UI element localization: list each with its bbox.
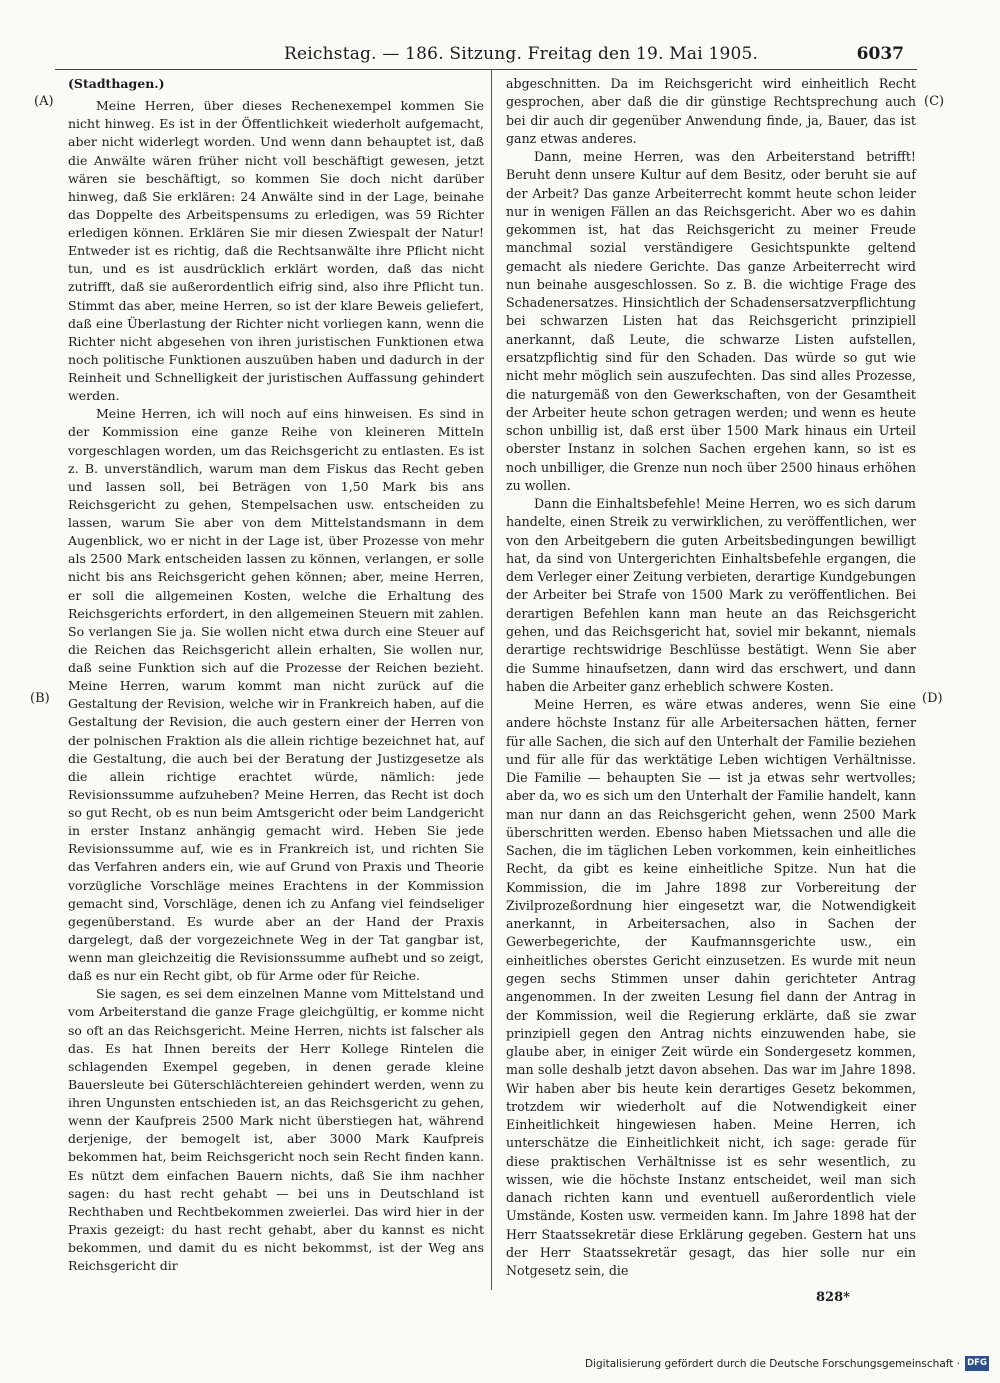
paragraph: Meine Herren, es wäre etwas anderes, wenn Sie eine andere höchste Instanz für alle Arbeitersachen hätten, ferner für alle Sachen, die sich auf den Unterhalt der Familie beziehen und für alle für das werktätige Leben wichtigen Verhältnisse. Die Familie — behaupten Sie — ist ja etwas sehr wertvolles; aber da, wo es sich um den Unterhalt der Familie handelt, kann man nur dann an das Reichsgericht gehen, wenn 2500 Mark überschritten werden. Ebenso haben Mietssachen und alle die Sachen, die im täglichen Leben vorkommen, kein einheitliches Recht, da gibt es keine einheitliche Spitze. Nun hat die Kommission, die im Jahre 1898 zur Vorbereitung der Zivilprozeßordnung hier eingesetzt war, die Notwendigkeit anerkannt, in Arbeitersachen, also in Sachen der Gewerbegerichte, der Kaufmannsgerichte usw., ein einheitliches oberstes Gericht einzusetzen. Es wurde mit neun gegen sechs Stimmen unser dahin gerichteter Antrag angenommen. In der zweiten Lesung fiel dann der Antrag in der Kommission, weil die Regierung erklärte, daß sie zwar prinzipiell gegen den Antrag nichts einzuwenden habe, sie glaube aber, in einiger Zeit würde ein Sondergesetz kommen, man solle deshalb jetzt davon absehen. Das war im Jahre 1898. Wir haben aber bis heute kein derartiges Gesetz bekommen, trotzdem wir wiederholt auf die Notwendigkeit einer Einheitlichkeit hingewiesen haben. Meine Herren, ich unterschätze die Einheitlichkeit nicht, ich sage: gerade für diese praktischen Verhältnisse ist es sehr wesentlich, zu wissen, wie die höchste Instanz entscheidet, weil man sich danach richten kann und eventuell außerordentlich viele Umstände, Kosten usw. vermeiden kann. Im Jahre 1898 hat der Herr Staatssekretär diese Erklärung gegeben. Gestern hat uns der Herr Staatssekretär gesagt, das hier solle nur ein Notgesetz sein, die <box>506 697 916 1279</box>
signature-mark: 828* <box>816 1290 850 1305</box>
left-column <box>68 75 484 1275</box>
speaker-name: (Stadthagen.) <box>68 76 165 91</box>
margin-marker-b: (B) <box>30 691 50 706</box>
paragraph: Meine Herren, ich will noch auf eins hinweisen. Es sind in der Kommission eine ganze Reihe von kleineren Mitteln vorgeschlagen worden, um das Reichsgericht zu entlasten. Es ist z. B. unverständlich, warum man dem Fiskus das Recht geben und lassen soll, bei Beträgen von 1,50 Mark bis ans Reichsgericht zu gehen, Stempelsachen usw. entscheiden zu lassen, warum Sie aber von dem Mittelstandsmann in dem Augenblick, wo er nicht in der Lage ist, über Prozesse von mehr als 2500 Mark entscheiden lassen zu können, verlangen, er solle nicht bis ans Reichsgericht gehen können; aber, meine Herren, er soll die allgemeinen Kosten, welche die Erhaltung des Reichsgerichts erfordert, in den allgemeinen Steuern mit zahlen. So verlangen Sie ja. Sie wollen nicht etwa durch eine Steuer auf die Reichen das Reichsgericht allein erhalten, Sie wollen nur, daß seine Funktion sich auf die Prozesse der Reichen bezieht. Meine Herren, warum kommt man nicht zurück auf die Gestaltung der Revision, welche wir in Frankreich haben, auf die Gestaltung der Revision, die auch gestern einer der Herren von der polnischen Fraktion als die allein richtige bezeichnet hat, auf die Gestaltung, die auch bei der Beratung der Justizgesetze als die allein richtige erachtet würde, nämlich: jede Revisionssumme aufzuheben? Meine Herren, das Recht ist doch so gut Recht, ob es nun beim Amtsgericht oder beim Landgericht in erster Instanz anhängig gemacht wird. Heben Sie jede Revisionssumme auf, wie es in Frankreich ist, und richten Sie das Verfahren anders ein, wie auf Grund von Praxis und Theorie vorzügliche Vorschläge meines Erachtens in der Kommission gemacht sind, Vorschläge, denen ich zu Anfang viel feindseliger gegenüberstand. Es wurde aber an der Hand der Praxis dargelegt, daß der vorgezeichnete Weg in der Tat gangbar ist, wenn man gleichzeitig die Revisionssumme aufhebt und so zeigt, daß es nur ein Recht gibt, ob für Arme oder für Reiche. <box>68 406 484 984</box>
footer <box>585 1356 985 1374</box>
margin-marker-a: (A) <box>34 94 54 109</box>
column-divider <box>491 70 492 1290</box>
paragraph: Meine Herren, über dieses Rechenexempel kommen Sie nicht hinweg. Es ist in der Öffentlichkeit wiederholt aufgemacht, aber nicht widerlegt worden. Und wenn dann behauptet ist, daß die Anwälte wären früher nicht voll beschäftigt gewesen, jetzt wären sie beschäftigt, so kommen Sie doch nicht darüber hinweg, daß Sie erklären: 24 Anwälte sind in der Lage, beinahe das Doppelte des Arbeitspensums zu erledigen, was 59 Richter erledigen können. Erklären Sie mir diesen Zwiespalt der Natur! Entweder ist es richtig, daß die Rechtsanwälte ihre Pflicht nicht tun, und es ist ausdrücklich erklärt worden, daß das nicht zutrifft, daß sie außerordentlich eifrig sind, also ihre Pflicht tun. Stimmt das aber, meine Herren, so ist der klare Beweis geliefert, daß eine Überlastung der Richter nicht vorliegen kann, wenn die Richter nicht abgesehen von ihren juristischen Funktionen etwa noch politische Funktionen auszuüben haben und dadurch in der Reinheit und Schnelligkeit der juristischen Auffassung gehindert werden. <box>68 98 484 404</box>
dfg-logo: DFG <box>965 1356 989 1371</box>
paragraph: Dann die Einhaltsbefehle! Meine Herren, wo es sich darum handelte, einen Streik zu verwirklichen, zu veröffentlichen, wer von den Arbeitgebern die guten Arbeitsbedingungen bewilligt hat, da sind von Untergerichten Einhaltsbefehle ergangen, die dem Verleger einer Zeitung verbieten, derartige Kundgebungen der Arbeiter bei Strafe von 1500 Mark zu veröffentlichen. Bei derartigen Befehlen kann man heute an das Reichsgericht gehen, und das Reichsgericht hat, soviel mir bekannt, niemals derartige rechtswidrige Beschlüsse bestätigt. Wenn Sie aber die Summe hinaufsetzen, dann wird das erschwert, und dann haben die Arbeiter ganz erheblich schwere Kosten. <box>506 496 916 694</box>
footer-credit: Digitalisierung gefördert durch die Deutsche Forschungsgemeinschaft · <box>585 1358 961 1370</box>
margin-marker-c: (C) <box>924 94 945 109</box>
running-header <box>284 44 904 68</box>
paragraph: Dann, meine Herren, was den Arbeiterstand betrifft! Beruht denn unsere Kultur auf dem Besitz, oder beruht sie auf der Arbeit? Das ganze Arbeiterrecht kommt heute schon leider nur in wenigen Fällen an das Reichsgericht. Aber wo es dahin gekommen ist, hat das Reichsgericht zu meiner Freude manchmal sozial verständigere Gesichtspunkte geltend gemacht als niedere Gerichte. Das ganze Arbeiterrecht wird nun beinahe ausgeschlossen. So z. B. die wichtige Frage des Schadenersatzes. Hinsichtlich der Schadensersatzverpflichtung bei schwarzen Listen hat das Reichsgericht prinzipiell anerkannt, daß Leute, die schwarze Listen aufstellen, ersatzpflichtig sind für den Schaden. Das würde so gut wie nicht mehr möglich sein auszufechten. Das sind alles Prozesse, die naturgemäß von den Gewerkschaften, von der Gesamtheit der Arbeiter heute schon getragen werden; und wenn es heute schon unbillig ist, daß erst über 1500 Mark hinaus ein Urteil oberster Instanz in solchen Sachen ergehen kann, so ist es noch unbilliger, die Grenze nun noch über 2500 hinaus erhöhen zu wollen. <box>506 149 916 493</box>
paragraph: abgeschnitten. Da im Reichsgericht wird einheitlich Recht gesprochen, aber daß die dir günstige Rechtsprechung auch bei dir auch dir gegenüber Anwendung finde, ja, Bauer, das ist ganz etwas anderes. <box>506 76 916 146</box>
header-title: Reichstag. — 186. Sitzung. Freitag den 19. Mai 1905. <box>284 44 759 64</box>
paragraph: Sie sagen, es sei dem einzelnen Manne vom Mittelstand und vom Arbeiterstand die ganze Frage gleichgültig, er komme nicht so oft an das Reichsgericht. Meine Herren, nichts ist falscher als das. Es hat Ihnen bereits der Herr Kollege Rintelen die schlagenden Exempel gegeben, in denen gerade kleine Bauersleute bei Güterschlächtereien gehindert werden, wenn zu ihren Ungunsten entschieden ist, an das Reichsgericht zu gehen, wenn der Kaufpreis 2500 Mark nicht überstiegen hat, während derjenige, der bemogelt ist, aber 3000 Mark Kaufpreis bekommen hat, beim Reichsgericht noch sein Recht finden kann. Es nützt dem einfachen Bauern nichts, daß Sie ihm nachher sagen: du hast recht gehabt — bei uns in Deutschland ist Rechthaben und Rechtbekommen zweierlei. Das wird hier in der Praxis gezeigt: du hast recht gehabt, aber du kannst es nicht bekommen, und damit du es nicht bekommst, ist der Weg ans Reichsgericht dir <box>68 986 484 1274</box>
margin-marker-d: (D) <box>922 691 943 706</box>
header-rule <box>55 69 917 70</box>
right-column <box>506 75 916 1281</box>
page-number: 6037 <box>856 44 904 64</box>
